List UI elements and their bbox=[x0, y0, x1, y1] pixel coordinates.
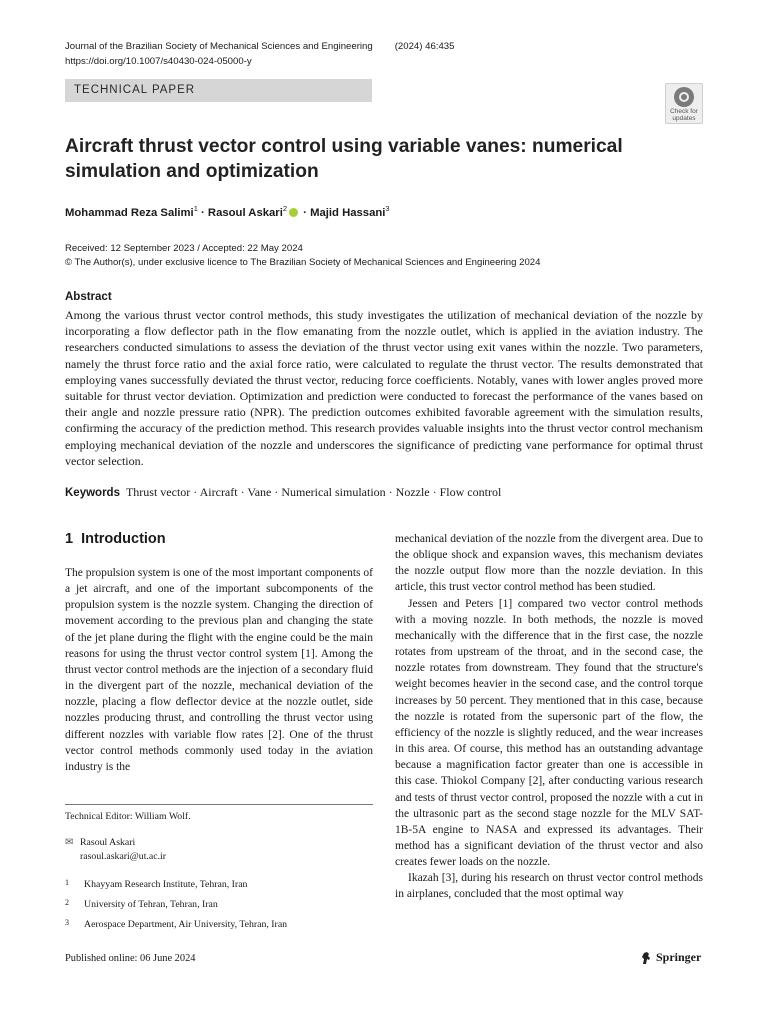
corresponding-author-email[interactable]: rasoul.askari@ut.ac.ir bbox=[80, 851, 167, 862]
envelope-icon: ✉ bbox=[65, 837, 74, 848]
doi-link[interactable]: https://doi.org/10.1007/s40430-024-05000-y bbox=[65, 56, 252, 67]
body-paragraph: Jessen and Peters [1] compared two vector control methods with a moving nozzle. In both methods, the nozzle is moved mechanically with the difference that in the first case, the nozzle rotates from upstream of the throat, and in the second case, the nozzle rotates from downstream. They found that the structure's weight becomes heavier in the second case, and the control torque increases by 50 percent. They mentioned that in this case, because the nozzle is rotated from the supersonic part of the flow, the efficiency of the nozzle is slightly reduced, and the wear increases in this area. Of course, this method has an outstanding advantage because a magnification factor greater than one is accessible in this case. Thiokol Company [2], after conducting various research and tests of thrust vector control, proposed the nozzle with a cut in the ultrasonic part as the second stage nozzle for the MLV SAT-1B-5A engine to NASA and expressed its advantages. Their method has a significant deviation of the thrust vector and also creates fewer loads on the nozzle. bbox=[395, 597, 703, 869]
affiliation-number: 3 bbox=[65, 918, 69, 927]
corresponding-author bbox=[65, 836, 166, 864]
author-separator: · bbox=[300, 206, 311, 219]
technical-editor-note: Technical Editor: William Wolf. bbox=[65, 811, 191, 822]
section-number: 1 bbox=[65, 531, 74, 547]
section-title: Introduction bbox=[81, 531, 166, 547]
affiliation bbox=[65, 876, 373, 892]
check-updates-label: Check for updates bbox=[670, 108, 698, 122]
abstract-text: Among the various thrust vector control methods, this study investigates the utilization of mechanical deviation of the nozzle by incorporating a flow deflector path in the flow emanating from the nozzle outlet, which is applied in the aviation industry. The researchers conducted simulations to assess the deviation of the thrust vector using exit vanes within the nozzle. Two parameters, namely the thrust force ratio and the axial force ratio, were calculated to regulate the thrust vector. The results demonstrated that employing vanes successfully deviated the thrust vector, reducing force coefficients. Notably, vanes with lower angles proved more suitable for thrust vector deviation. Optimization and prediction were conducted to forecast the performance of the vanes based on their angle and nozzle pressure ratio (NPR). The prediction outcomes exhibited favorable agreement with the simulation results, confirming the accuracy of the prediction method. This research provides valuable insights into the thrust vector control mechanism employing mechanical deviation of the nozzle and underscores the significance of predicting vane performance for optimal thrust vector selection. bbox=[65, 308, 703, 468]
body-paragraph: Ikazah [3], during his research on thrust vector control methods in airplanes, concluded that the most optimal way bbox=[395, 872, 703, 901]
keywords-label: Keywords bbox=[65, 487, 120, 499]
author-name[interactable]: Rasoul Askari bbox=[207, 206, 283, 219]
affiliation-number: 2 bbox=[65, 898, 69, 907]
body-column-right bbox=[395, 531, 703, 903]
affiliation bbox=[65, 916, 373, 932]
keywords bbox=[65, 485, 501, 500]
affiliation-number: 1 bbox=[65, 878, 69, 887]
author-name[interactable]: Majid Hassani bbox=[310, 206, 386, 219]
journal-title: Journal of the Brazilian Society of Mechanical Sciences and Engineering bbox=[65, 41, 373, 52]
author-name[interactable]: Mohammad Reza Salimi bbox=[65, 206, 194, 219]
corresponding-author-name: Rasoul Askari bbox=[80, 837, 136, 848]
author-separator: · bbox=[197, 206, 208, 219]
section-heading bbox=[65, 531, 166, 547]
received-accepted-dates: Received: 12 September 2023 / Accepted: 22 May 2024 bbox=[65, 243, 303, 254]
copyright-line: © The Author(s), under exclusive licence to The Brazilian Society of Mechanical Sciences and Engineering 2024 bbox=[65, 257, 541, 268]
author-list bbox=[65, 204, 390, 219]
publication-history bbox=[65, 242, 540, 270]
check-updates-icon bbox=[674, 87, 694, 107]
journal-name bbox=[65, 41, 454, 52]
body-paragraph: mechanical deviation of the nozzle from the divergent area. Due to the oblique shock and expansion waves, this mechanism deviates the nozzle output flow more than the nozzle deviation. In this article, this trust vector control method has been studied. bbox=[395, 533, 703, 594]
keywords-list: Thrust vector · Aircraft · Vane · Numerical simulation · Nozzle · Flow control bbox=[125, 485, 502, 499]
affiliation-text: Aerospace Department, Air University, Tehran, Iran bbox=[84, 919, 288, 930]
paper-type-banner: TECHNICAL PAPER bbox=[65, 79, 372, 102]
journal-year-volume: (2024) 46:435 bbox=[394, 41, 455, 52]
author-affiliation-marker: 3 bbox=[385, 204, 390, 213]
abstract-heading: Abstract bbox=[65, 291, 112, 303]
author-affiliation-marker: 1 bbox=[193, 204, 198, 213]
affiliation-text: University of Tehran, Tehran, Iran bbox=[84, 899, 218, 910]
footnote-divider bbox=[65, 804, 373, 805]
published-online-date: Published online: 06 June 2024 bbox=[65, 953, 196, 964]
orcid-icon[interactable] bbox=[289, 208, 298, 217]
body-paragraph: The propulsion system is one of the most important components of a jet aircraft, and one of the important subcomponents of the propulsion system is the nozzle system. Changing the direction of movement according to the previous plan and changing the state of the jet plane during the flight with the engine could be the main reasons for using the thrust vector control system [1]. Among the thrust vector control methods are the injection of a secondary fluid in the divergent part of the nozzle, mechanical deviation of the nozzle, placing a flow deflector device at the nozzle outlet, side nozzles producing thrust, and controlling the thrust vector using different nozzles with variable flow rates [2]. One of the thrust vector control methods commonly used today in the aviation industry is the bbox=[65, 567, 373, 773]
body-column-left bbox=[65, 565, 373, 775]
publisher-logo bbox=[640, 950, 701, 965]
check-updates-badge[interactable] bbox=[665, 83, 703, 124]
affiliation-text: Khayyam Research Institute, Tehran, Iran bbox=[84, 879, 248, 890]
springer-horse-icon bbox=[640, 951, 652, 965]
publisher-name: Springer bbox=[656, 950, 702, 964]
paper-title: Aircraft thrust vector control using variable vanes: numerical simulation and optimization bbox=[65, 136, 623, 182]
author-affiliation-marker: 2 bbox=[282, 204, 288, 213]
affiliation bbox=[65, 896, 373, 912]
